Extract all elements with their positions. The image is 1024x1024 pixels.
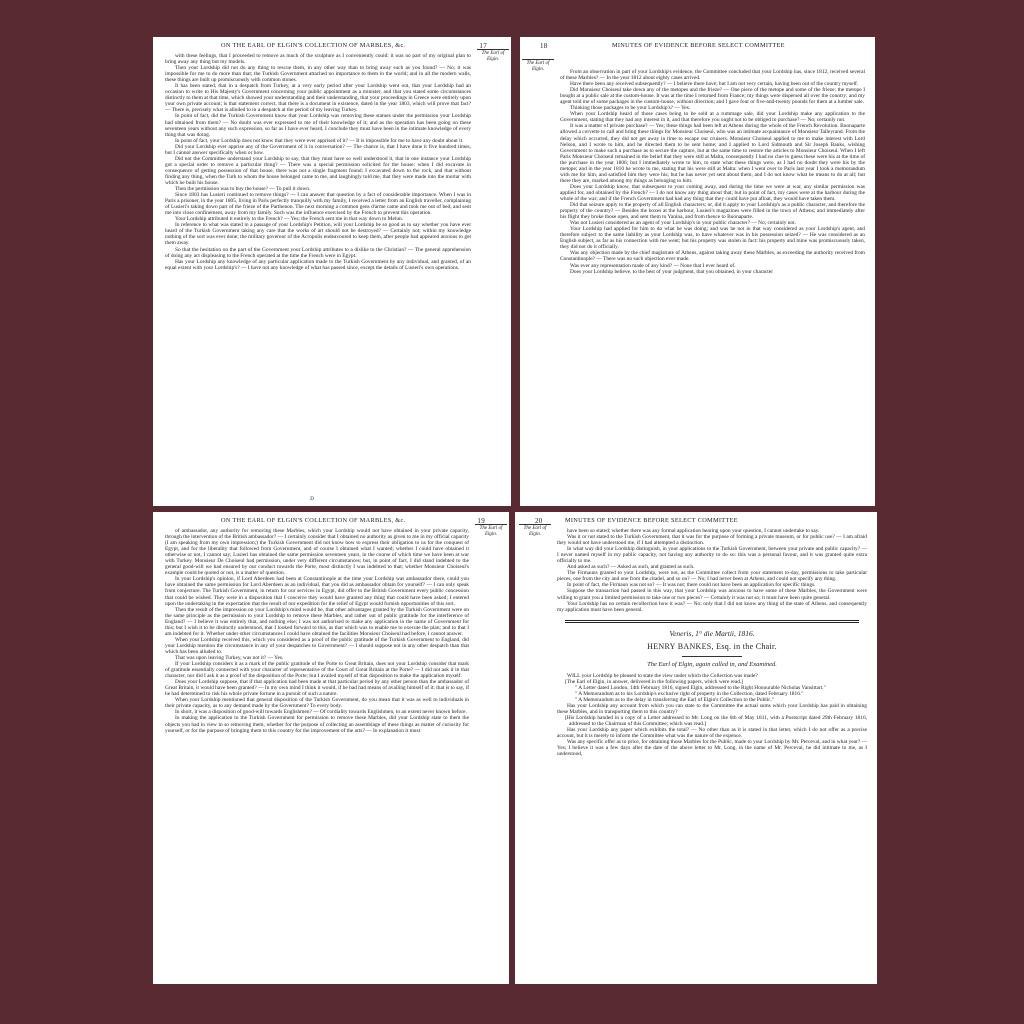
paragraph: of ambassador, any authority for removing these Marbles, which your Lordship would not have obtained in your private capacity, through the intervention of the British ambassador? — I certainly consider that I obtained no authority as given to me in my official capacity (I am speaking from my own impression;) the Turkish Government did not know how to express their obligation to us for the conquest of Egypt, and for the liberality that followed from Government, and of course I obtained what I wanted; whether I could have obtained it otherwise or not, I cannot say; Lusieri has obtained the same permission seventeen years, in the course of which time we have been at war with Turkey. Monsieur De Choiseul had permission, under very different circumstances; but, in point of fact, I did stand indebted to the general good-will we had ensured by our conduct towards the Porte, most distinctly I was indebted to that; whether Monsieur Choiseul's example could be quoted or not, is a matter of question. (165, 528, 469, 577)
paragraph: Was not Lusieri considered as an agent of your Lordship's in your public character? — No; certainly not. (570, 220, 796, 227)
paragraph: In reference to what was stated in a passage of your Lordship's Petition, will your Lordship be so good as to say whether you have ever heard of the Turkish Government taking any care that the works of art should not be destroyed? — Certainly not; within my knowledge nothing of the sort was ever done; the military governor of the Acropolis endeavoured to keep them, after people had appeared anxious to get them away. (165, 222, 471, 247)
paragraph: When your Lordship heard of those cases being to be sold at a rummage sale, did your Lordship make any application to the Government, stating that they had any interest in it, and that therefore you ought not to be obliged to purchase? — No; certainly not. (560, 111, 865, 124)
paragraph: It was a matter of private purchase? — Yes; these things had been left at Athens during the whole of the French Revolution. Buonaparte allowed a corvette to call and bring these things for Monsieur Choiseul, who was an intimate acquaintance of Monsieur Talleyrand. From the delay which occurred, they did not get away in time to escape our cruisers. Monsieur Choiseul applied to me to make interest with Lord Nelson, and I wrote to him, and he directed them to be sent home; and I applied to Lord Sidmouth and Sir Joseph Banks, wishing Government to make such a purchase as to secure the capture, but at the same time to restore the articles to Monsieur Choiseul. When I left Paris Monsieur Choiseul remained in the belief that they were still at Malta, consequently I had no clue to guess these were his at the time of the purchase in the year 1806; but I immediately wrote to him, to state what these things were, as I had no doubt they were his by the metope; and in the year 1810 he wrote to me, stating that his were still at Malta: when I went over to Paris last year I took a memorandum with me for him, and satisfied him they were his; but he has never yet sent about them, and I do not know what he means to do at all; but there they are, marked among my things as belonging to him. (560, 123, 865, 184)
paragraph: When your Lordship received this, which you considered as a proof of the public gratitude of the Turkish Government to England, did your Lordship mention the circumstance in any of your despatches to Government? — I should suppose not in any other despatch than that which has been alluded to. (165, 636, 469, 655)
paragraph: " A Letter dated London, 14th February 1816, signed Elgin, addressed to the Right Honourable Nicholas Vansittart." (575, 684, 826, 691)
running-title: ON THE EARL OF ELGIN'S COLLECTION OF MARBLES, &c. (221, 517, 406, 524)
document-page-20 (515, 512, 877, 984)
running-title: MINUTES OF EVIDENCE BEFORE SELECT COMMITTEE (612, 42, 785, 49)
paragraph: From an observation in part of your Lordship's evidence, the Committee concluded that your Lordship has, since 1812, received several of these Marbles? — In the year 1812 about eighty cases arrived. (560, 69, 865, 82)
running-title: ON THE EARL OF ELGIN'S COLLECTION OF MARBLES, &c. (221, 42, 406, 49)
paragraph: Then the permission was to buy the house? — To pull it down. (175, 186, 311, 193)
paragraph: And asked as such? — Asked as such, and granted as such. (567, 564, 695, 571)
paragraph: Your Lordship has no certain recollection how it was? — No; only that I did not know any thing of the state of Athens, and consequently my application must have been general. (557, 600, 867, 613)
page-number: 20 (535, 517, 543, 525)
paragraph: with these feelings, that I proceeded to remove as much of the sculpture as I conveniently could: it was no part of my original plan to bring away any thing but my models. (165, 53, 471, 66)
paragraph: When your Lordship mentioned that general disposition of the Turkish Government, do you mean that it was as well to individuals in their private capacity, as to any demand made by the Government? To every body. (165, 697, 469, 710)
paragraph: In making the application to the Turkish Government for permission to remove these Marbles, did your Lordship state to them the objects you had in view in so removing them, whether for the purpose of collecting an assemblage of these things as matter of curiosity for yourself, or for the purpose of bringing them to this country for the improvement of the arts? — In explanation it must (165, 715, 469, 734)
paragraph: Does your Lordship suppose, that if that application had been made at that particular period by any other person than the ambassador of Great Britain, it would have been granted? — In my own mind I think it would, if he had had means of availing himself of it; that is to say, if he had determined to risk his whole private fortune in a pursuit of such a nature. (165, 679, 470, 698)
paragraph: " A Memorandum as to the delay in transferring the Earl of Elgin's Collection to the Public." (575, 696, 775, 703)
paragraph: In what way did your Lordship distinguish, in your applications to the Turkish Government, between your private and public capacity? — I never named myself in my public capacity, not having any authority to do so: this was a personal favour, and it was granted quite extra officially to me. (557, 546, 867, 565)
paragraphs-after (557, 673, 867, 758)
paragraph: Was it or not stated to the Turkish Government, that it was for the purpose of forming a private museum, or for public use? — I am afraid they would not have understood me, if I had attempted a distinction. (557, 534, 867, 547)
document-page-17 (153, 37, 511, 506)
running-title: MINUTES OF EVIDENCE BEFORE SELECT COMMITTEE (565, 517, 738, 524)
paragraph: " A Memorandum as to his Lordship's exclusive right of property in the Collection, dated February 1816." (575, 690, 804, 697)
paragraph: [The Earl of Elgin, in answer, delivered in the following papers, which were read.] (565, 678, 744, 685)
page-number: 19 (477, 517, 485, 525)
paragraph: WILL your Lordship be pleased to state the view under which the Collection was made? (567, 672, 758, 679)
page-body (165, 528, 469, 980)
paragraph: So that the hesitation on the part of the Government your Lordship attributes to a dislike to the Christian? — The general apprehension of doing any act displeasing to the French operated at the time the French were in Egypt. (165, 246, 471, 259)
paragraph: In point of fact, did the Turkish Government know that your Lordship was removing these statues under the permission your Lordship had obtained from them? — No doubt was ever expressed to me of their knowledge of it; and as the operation has been going on these seventeen years without any such expression, so far as I have ever heard, I conclude they must have been in the intimate knowledge of every thing that was doing. (165, 113, 471, 138)
page-number: 18 (540, 42, 548, 50)
paragraph: Has your Lordship any paper which exhibits the total? — No other than as it is stated in that letter, which I do not offer as a precise account, but it is merely to inform the Committee what was the nature of the expence. (557, 727, 867, 740)
paragraph: That was upon leaving Turkey, was not it? — Yes. (175, 654, 284, 661)
paragraph: If your Lordship considers it as a mark of the public gratitude of the Porte to Great Britain, does not your Lordship consider that mark of gratitude essentially connected with your character of representative of the Court of Great Britain at the Porte? — I did not ask it in that character, nor did I ask it as a proof of the disposition of the Porte; but I availed myself of that disposition to make the application myself. (165, 661, 469, 680)
paragraph: Your Lordship attributed it entirely to the French? — Yes; the French sent me in that way down to Melun. (175, 216, 404, 223)
paragraph: In point of fact, the Firmaun was not so? — It was not; there could not have been an application for specific things. (567, 582, 816, 589)
paragraph: Did your Lordship ever apprise any of the Government of it in conversation? — The chance is, that I have done it five hundred times, but I cannot answer specifically when or how. (165, 143, 471, 156)
paragraph: Have there been any received subsequently? — I believe there have; but I am not very certain, having been out of the country myself. (570, 81, 859, 88)
paragraph: [His Lordship handed in a copy of a Letter addressed to Mr. Long on the 6th of May 1811, with a Postscript dated 29th February 1816, addressed to the Chairman of this Committee; which was read.] (565, 714, 867, 728)
paragraph: Suppose the transaction had passed in this way, that your Lordship was anxious to have some of these Marbles, the Government were willing to grant you a limited permission to take one or two pieces? — Certainly it was not so; it must have been quite general. (557, 588, 867, 601)
page-number: 17 (479, 42, 487, 50)
paragraph: Does your Lordship believe, to the best of your judgment, that you obtained, in your character (570, 268, 773, 275)
paragraph: Since 1803 has Lusieri continued to remove things? — I can answer that question by a fact of considerable importance. When I was in Paris a prisoner, in the year 1805, living in Paris perfectly tranquilly with my family, I received a letter from an English traveller, complaining of Lusieri's taking down part of the frieze of the Parthenon. The next morning a common gens d'arme came and took me out of bed, and sent me into close confinement, away from my family. Such was the influence exercised by the French to prevent this operation. (165, 192, 471, 217)
page-body (165, 53, 471, 502)
paragraph: The Firmauns granted to your Lordship, were not, as the Committee collect from your statement to-day, permissions to take particular pieces, one from the city and one from the citadel, and so on? — No; I had never been at Athens, and could not specify any thing. (557, 570, 867, 583)
paragraph: It has been stated, that in a despatch from Turkey, at a very early period after your Lordship went out, that your Lordship had an occasion to write to His Majesty's Government concerning your public appointment as a minister, and that you stated some circumstances distinctly to them at that time, which showed your understanding and their understanding, that your proceedings in Greece were entirely upon your own private account; is that statement correct, that there is a document in existence, dated in the year 1803, which will prove that fact? — There is, precisely what is alluded to in a despatch at the period of my leaving Turkey. (165, 83, 471, 114)
paragraph: Was any specific offer as to price, for obtaining those Marbles for the Public, made to your Lordship by Mr. Perceval, and in what year? — Yes; I believe it was a few days after the date of the above letter to Mr. Long, in the name of Mr. Perceval, he did intimate to me, as I understood, (557, 739, 867, 758)
document-page-18 (520, 37, 875, 506)
page-body (560, 69, 865, 502)
margin-note: The Earl of Elgin. (522, 59, 554, 73)
paragraph: Did that seizure apply to the property of all English characters; or, did it apply to your Lordship's as a public character, and therefore the property of the country? — Besides the boxes at the harbour, Lusieri's magazines were filled in the town of Athens; and immediately after his flight they broke those open, and sent them to Yanina, and from thence to Buonaparte. (560, 202, 865, 221)
witness-line: The Earl of Elgin, again called in, and Examined. (647, 660, 777, 668)
paragraph: Then your Lordship did not do any thing to rescue them, in any other way than to bring away such as you found? — No; it was impossible for me to do more than that; the Turkish Government attached no importance to them in the world; and in all the modern walls, these things are built up promiscuously with common stones. (165, 65, 471, 84)
paragraph: In your Lordship's opinion, if Lord Aberdeen had been at Constantinople at the time your Lordship was ambassador there, could you have obtained the same permission for Lord Aberdeen as an individual, that you did as ambassador obtain for yourself? — I can only speak from conjecture. The Turkish Government, in return for our services in Egypt, did offer to the British Government every public concession that could be wished. They were in a disposition that I conceive they would have granted any thing that could have been asked; I entered upon the undertaking in the expectation that the result of our expedition for the relief of Egypt would furnish opportunities of this sort. (165, 576, 469, 607)
paragraph: In point of fact, your Lordship does not know that they were ever apprised of it? — It is impossible for me to have any doubt about it. (175, 137, 464, 144)
paragraph: Then the result of the impression on your Lordship's mind would be, that other advantages granted by the Turkish Government were on the same principle as the permission to your Lordship to remove these Marbles, and rather out of public gratitude for the interference of England? — I believe it was entirely that, and nothing else; I was not authorised to make any application in the name of Government for this; but I wish it to be distinctly understood, that I looked forward to this, as that which was to enable me to execute the plan; and to that I am indebted for it. Whether under other circumstances I could have obtained the facilities Monsieur Choiseul had before, I cannot answer. (165, 606, 469, 637)
paragraph: In short, it was a disposition of good-will towards Englishmen? — Of cordiality towards Englishmen, to an extent never known before. (175, 709, 467, 716)
session-date: Veneris, 1° die Martii, 1816. (669, 628, 755, 638)
paragraph: Has your Lordship any account from which you can state to the Committee the actual sums which your Lordship has paid in obtaining these Marbles, and in transporting them to this country? (557, 702, 867, 715)
short-rule (682, 656, 742, 657)
paragraph: have been so stated; whether there was any formal application bearing upon your question, I cannot undertake to say. (567, 528, 820, 534)
paragraph: Your Lordship had applied for him to do what he was doing; and was he not in that way considered as your Lordship's agent, and therefore subject to the same liability as your Lordship was, to have whatever was in his possession seized? — He was considered as an English subject, as far as his connection with me went; but his property was stolen in fact: his property and mine was promiscuously taken, they did not do it officially. (560, 226, 865, 251)
section-rule (565, 620, 859, 623)
paragraph: Has your Lordship any knowledge of any particular application made to the Turkish Government by any individual, and granted, of an equal extent with your Lordship's? — I have not any knowledge of what has passed since, except the details of Lusieri's own operations. (165, 258, 471, 271)
paragraph: Did Monsieur Choiseul take down any of the metopes and the frieze? — One piece of the metope and some of the frieze; the metope I bought at a public sale at the custom-house. It was at the time I returned from France; my things were dispersed all over the country; and my agent told me of some packages in the custom-house, without direction; and I gave four or five-and-twenty pounds for them at a lumber sale. (560, 87, 865, 106)
chair-line: HENRY BANKES, Esq. in the Chair. (647, 641, 777, 651)
paragraph: Thinking those packages to be your Lordship's? — Yes. (570, 105, 691, 112)
paragraph: Was any objection made by the chief magistrate of Athens, against taking away these Marbles, as exceeding the authority received from Constantinople? — There was no such objection ever made. (560, 250, 865, 263)
margin-note: The Earl of Elgin. (519, 524, 551, 538)
paragraphs-before (557, 528, 867, 613)
document-page-19 (153, 512, 509, 984)
paragraph: Was ever any representation made of any kind? — None that I ever heard of. (570, 262, 736, 269)
margin-note: The Earl of Elgin. (475, 524, 507, 538)
margin-note: The Earl of Elgin. (477, 49, 509, 63)
signature-mark: D (310, 497, 314, 502)
paragraph: Did not the Committee understand your Lordship to say, that they must have so well understood it, that in one instance your Lordship got a special order to remove a particular thing? — There was a special permission solicited for the house: when I did excavate in consequence of getting possession of that house, there was not a single fragment found: I excavated down to the rock, and that without finding any thing, when the Turk to whom the house belonged came to me, and laughingly told me, that they were made into the mortar with which he built his house. (165, 155, 471, 186)
paragraph: Does your Lordship know, that subsequent to your coming away, and during the time we were at war, any similar permission was applied for, and obtained by the French? — I do not know any thing about that; but in point of fact, my cases were at the harbour during the whole of the war; and if the French Government had had any thing that they could have put afloat, they would have taken them. (560, 183, 865, 202)
page-body (557, 528, 867, 980)
